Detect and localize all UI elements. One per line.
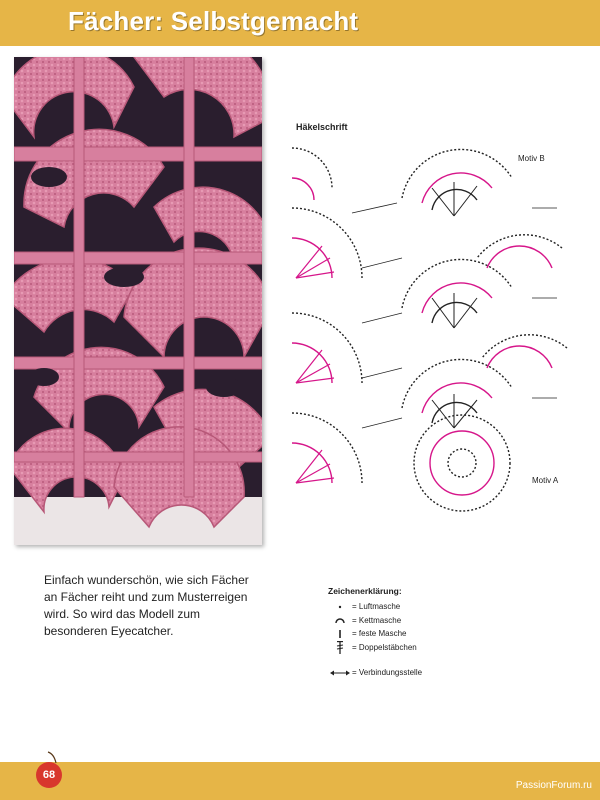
symbol-legend bbox=[328, 586, 528, 680]
legend-label: = Luftmasche bbox=[352, 602, 401, 612]
legend-label: = feste Masche bbox=[352, 629, 407, 639]
legend-item bbox=[328, 627, 528, 641]
crochet-chart-graphic bbox=[282, 138, 572, 528]
motif-a-label: Motiv A bbox=[532, 476, 559, 485]
motif-b-label: Motiv B bbox=[518, 154, 545, 163]
legend-label: = Doppelstäbchen bbox=[352, 642, 417, 652]
page-number: 68 bbox=[36, 762, 62, 788]
footer-bar bbox=[0, 762, 600, 800]
legend-label: = Verbindungsstelle bbox=[352, 668, 423, 678]
chain-stitch-icon bbox=[328, 604, 352, 610]
watermark: PassionForum.ru bbox=[515, 780, 592, 791]
slip-stitch-icon bbox=[328, 616, 352, 624]
double-arrow-icon bbox=[328, 669, 352, 677]
legend-item bbox=[328, 600, 528, 614]
legend-title: Zeichenerklärung: bbox=[328, 586, 402, 596]
crochet-photo-graphic bbox=[14, 57, 262, 545]
legend-item bbox=[328, 641, 528, 655]
diagram-title: Häkelschrift bbox=[296, 122, 348, 132]
treble-crochet-icon bbox=[328, 641, 352, 654]
legend-item bbox=[328, 614, 528, 628]
page-title: Fächer: Selbstgemacht bbox=[68, 6, 359, 36]
legend-item bbox=[328, 666, 528, 680]
photo-caption: Einfach wunderschön, wie sich Fächer an Fächer reiht und zum Musterreigen wird. So wird das Modell zum besonderen Eyecatcher. bbox=[44, 573, 249, 638]
single-crochet-icon bbox=[328, 629, 352, 639]
crochet-chart bbox=[282, 138, 572, 528]
legend-label: = Kettmasche bbox=[352, 615, 402, 625]
crochet-photo bbox=[14, 57, 262, 545]
